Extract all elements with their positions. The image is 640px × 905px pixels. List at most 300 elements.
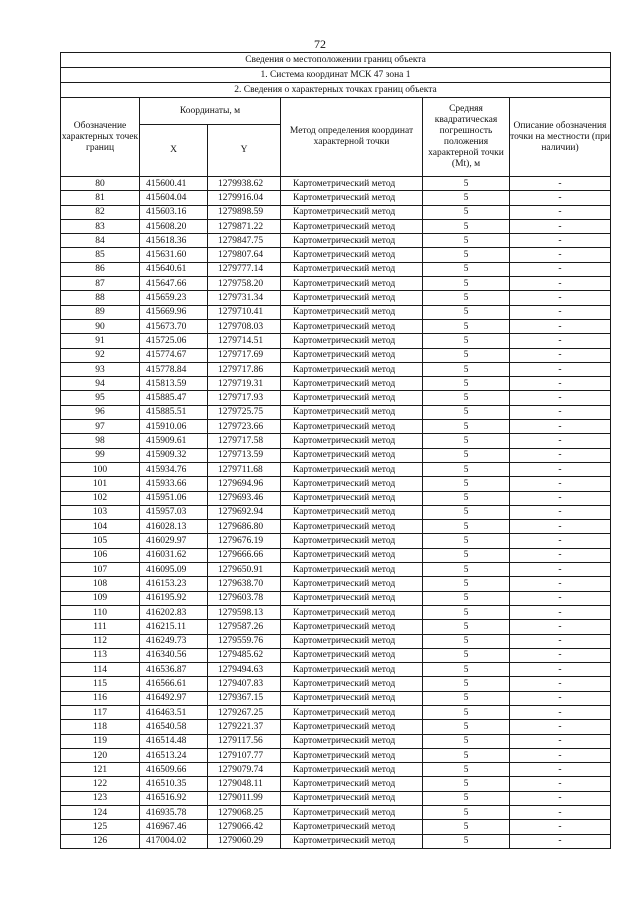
y-coordinate-cell: 1279710.41 [208,305,281,319]
point-number-cell: 94 [61,377,140,391]
table-row [61,734,611,748]
table-row [61,548,611,562]
x-coordinate-cell: 415885.51 [140,405,208,419]
y-coordinate-cell: 1279717.86 [208,362,281,376]
accuracy-cell: 5 [423,520,510,534]
table-row [61,705,611,719]
accuracy-cell: 5 [423,648,510,662]
description-cell: - [510,391,611,405]
point-number-cell: 84 [61,234,140,248]
y-coordinate-cell: 1279117.56 [208,734,281,748]
description-cell: - [510,534,611,548]
method-cell: Картометрический метод [281,205,423,219]
description-cell: - [510,520,611,534]
table-row [61,462,611,476]
description-cell: - [510,548,611,562]
point-number-cell: 106 [61,548,140,562]
accuracy-cell: 5 [423,234,510,248]
y-coordinate-cell: 1279638.70 [208,577,281,591]
description-cell: - [510,291,611,305]
method-cell: Картометрический метод [281,405,423,419]
point-number-cell: 126 [61,834,140,848]
header-x: X [140,125,208,177]
y-coordinate-cell: 1279107.77 [208,748,281,762]
description-cell: - [510,806,611,820]
point-number-cell: 125 [61,820,140,834]
table-body [61,53,611,849]
description-cell: - [510,319,611,333]
x-coordinate-cell: 415669.96 [140,305,208,319]
x-coordinate-cell: 416509.66 [140,763,208,777]
x-coordinate-cell: 415631.60 [140,248,208,262]
x-coordinate-cell: 415640.61 [140,262,208,276]
method-cell: Картометрический метод [281,277,423,291]
x-coordinate-cell: 415933.66 [140,477,208,491]
y-coordinate-cell: 1279650.91 [208,563,281,577]
description-cell: - [510,777,611,791]
x-coordinate-cell: 416967.46 [140,820,208,834]
description-cell: - [510,362,611,376]
point-number-cell: 87 [61,277,140,291]
y-coordinate-cell: 1279714.51 [208,334,281,348]
x-coordinate-cell: 416195.92 [140,591,208,605]
accuracy-cell: 5 [423,605,510,619]
table-row [61,434,611,448]
table-row [61,391,611,405]
description-cell: - [510,405,611,419]
y-coordinate-cell: 1279666.66 [208,548,281,562]
description-cell: - [510,219,611,233]
table-row [61,663,611,677]
y-coordinate-cell: 1279916.04 [208,191,281,205]
point-number-cell: 102 [61,491,140,505]
x-coordinate-cell: 415957.03 [140,505,208,519]
method-cell: Картометрический метод [281,663,423,677]
table-row [61,262,611,276]
method-cell: Картометрический метод [281,434,423,448]
y-coordinate-cell: 1279060.29 [208,834,281,848]
method-cell: Картометрический метод [281,820,423,834]
point-number-cell: 111 [61,620,140,634]
accuracy-cell: 5 [423,348,510,362]
point-number-cell: 80 [61,177,140,191]
header-point: Обозначение характерных точек границ [61,98,140,177]
accuracy-cell: 5 [423,319,510,333]
boundary-points-table [60,52,611,849]
accuracy-cell: 5 [423,448,510,462]
description-cell: - [510,748,611,762]
y-coordinate-cell: 1279719.31 [208,377,281,391]
description-cell: - [510,591,611,605]
accuracy-cell: 5 [423,277,510,291]
accuracy-cell: 5 [423,834,510,848]
point-number-cell: 95 [61,391,140,405]
method-cell: Картометрический метод [281,319,423,333]
description-cell: - [510,262,611,276]
table-row [61,834,611,848]
accuracy-cell: 5 [423,405,510,419]
point-number-cell: 120 [61,748,140,762]
y-coordinate-cell: 1279603.78 [208,591,281,605]
x-coordinate-cell: 417004.02 [140,834,208,848]
accuracy-cell: 5 [423,748,510,762]
x-coordinate-cell: 415813.59 [140,377,208,391]
x-coordinate-cell: 416516.92 [140,791,208,805]
accuracy-cell: 5 [423,806,510,820]
accuracy-cell: 5 [423,791,510,805]
table-row [61,191,611,205]
method-cell: Картометрический метод [281,577,423,591]
y-coordinate-cell: 1279713.59 [208,448,281,462]
y-coordinate-cell: 1279559.76 [208,634,281,648]
table-row [61,448,611,462]
y-coordinate-cell: 1279758.20 [208,277,281,291]
point-number-cell: 119 [61,734,140,748]
y-coordinate-cell: 1279598.13 [208,605,281,619]
banner-row [61,53,611,68]
x-coordinate-cell: 416031.62 [140,548,208,562]
table-row [61,691,611,705]
y-coordinate-cell: 1279407.83 [208,677,281,691]
table-row [61,720,611,734]
method-cell: Картометрический метод [281,563,423,577]
method-cell: Картометрический метод [281,334,423,348]
y-coordinate-cell: 1279708.03 [208,319,281,333]
method-cell: Картометрический метод [281,491,423,505]
accuracy-cell: 5 [423,591,510,605]
x-coordinate-cell: 416566.61 [140,677,208,691]
accuracy-cell: 5 [423,205,510,219]
accuracy-cell: 5 [423,705,510,719]
table-row [61,777,611,791]
point-number-cell: 105 [61,534,140,548]
table-row [61,505,611,519]
table-row [61,334,611,348]
table-row [61,677,611,691]
table-row [61,520,611,534]
header-coordinates: Координаты, м [140,98,281,125]
table-row [61,634,611,648]
accuracy-cell: 5 [423,248,510,262]
y-coordinate-cell: 1279587.26 [208,620,281,634]
method-cell: Картометрический метод [281,234,423,248]
x-coordinate-cell: 416202.83 [140,605,208,619]
x-coordinate-cell: 416935.78 [140,806,208,820]
description-cell: - [510,677,611,691]
accuracy-cell: 5 [423,219,510,233]
point-number-cell: 117 [61,705,140,719]
method-cell: Картометрический метод [281,305,423,319]
x-coordinate-cell: 416540.58 [140,720,208,734]
description-cell: - [510,620,611,634]
point-number-cell: 92 [61,348,140,362]
y-coordinate-cell: 1279711.68 [208,462,281,476]
table-row [61,577,611,591]
description-cell: - [510,763,611,777]
description-cell: - [510,720,611,734]
y-coordinate-cell: 1279807.64 [208,248,281,262]
description-cell: - [510,191,611,205]
table-row [61,620,611,634]
x-coordinate-cell: 415608.20 [140,219,208,233]
table-row [61,420,611,434]
x-coordinate-cell: 415910.06 [140,420,208,434]
description-cell: - [510,663,611,677]
accuracy-cell: 5 [423,305,510,319]
banner-row [61,83,611,98]
table-row [61,319,611,333]
method-cell: Картометрический метод [281,448,423,462]
description-cell: - [510,462,611,476]
method-cell: Картометрический метод [281,806,423,820]
accuracy-cell: 5 [423,334,510,348]
x-coordinate-cell: 415774.67 [140,348,208,362]
point-number-cell: 96 [61,405,140,419]
table-row [61,791,611,805]
y-coordinate-cell: 1279717.69 [208,348,281,362]
method-cell: Картометрический метод [281,534,423,548]
description-cell: - [510,234,611,248]
point-number-cell: 109 [61,591,140,605]
point-number-cell: 101 [61,477,140,491]
accuracy-cell: 5 [423,434,510,448]
description-cell: - [510,334,611,348]
description-cell: - [510,205,611,219]
y-coordinate-cell: 1279367.15 [208,691,281,705]
table-row [61,219,611,233]
accuracy-cell: 5 [423,262,510,276]
accuracy-cell: 5 [423,362,510,376]
y-coordinate-cell: 1279692.94 [208,505,281,519]
y-coordinate-cell: 1279777.14 [208,262,281,276]
description-cell: - [510,477,611,491]
method-cell: Картометрический метод [281,420,423,434]
point-number-cell: 104 [61,520,140,534]
point-number-cell: 107 [61,563,140,577]
point-number-cell: 112 [61,634,140,648]
method-cell: Картометрический метод [281,391,423,405]
table-row [61,362,611,376]
coordinate-system-title: 1. Система координат МСК 47 зона 1 [61,68,611,83]
y-coordinate-cell: 1279676.19 [208,534,281,548]
method-cell: Картометрический метод [281,634,423,648]
table-row [61,491,611,505]
accuracy-cell: 5 [423,763,510,777]
method-cell: Картометрический метод [281,705,423,719]
y-coordinate-cell: 1279725.75 [208,405,281,419]
x-coordinate-cell: 415951.06 [140,491,208,505]
point-number-cell: 89 [61,305,140,319]
header-row [61,98,611,125]
x-coordinate-cell: 415600.41 [140,177,208,191]
point-number-cell: 83 [61,219,140,233]
method-cell: Картометрический метод [281,691,423,705]
method-cell: Картометрический метод [281,291,423,305]
description-cell: - [510,834,611,848]
x-coordinate-cell: 415673.70 [140,319,208,333]
x-coordinate-cell: 416215.11 [140,620,208,634]
description-cell: - [510,791,611,805]
description-cell: - [510,348,611,362]
method-cell: Картометрический метод [281,348,423,362]
description-cell: - [510,705,611,719]
x-coordinate-cell: 415934.76 [140,462,208,476]
method-cell: Картометрический метод [281,748,423,762]
y-coordinate-cell: 1279048.11 [208,777,281,791]
table-row [61,348,611,362]
description-cell: - [510,491,611,505]
method-cell: Картометрический метод [281,177,423,191]
description-cell: - [510,248,611,262]
point-number-cell: 86 [61,262,140,276]
method-cell: Картометрический метод [281,734,423,748]
page-number: 72 [314,37,326,51]
y-coordinate-cell: 1279717.93 [208,391,281,405]
table-row [61,591,611,605]
point-number-cell: 99 [61,448,140,462]
y-coordinate-cell: 1279686.80 [208,520,281,534]
method-cell: Картометрический метод [281,362,423,376]
table-row [61,820,611,834]
method-cell: Картометрический метод [281,548,423,562]
description-cell: - [510,563,611,577]
point-number-cell: 82 [61,205,140,219]
accuracy-cell: 5 [423,563,510,577]
y-coordinate-cell: 1279485.62 [208,648,281,662]
method-cell: Картометрический метод [281,377,423,391]
accuracy-cell: 5 [423,534,510,548]
accuracy-cell: 5 [423,691,510,705]
method-cell: Картометрический метод [281,648,423,662]
description-cell: - [510,820,611,834]
point-number-cell: 110 [61,605,140,619]
table-row [61,248,611,262]
accuracy-cell: 5 [423,462,510,476]
y-coordinate-cell: 1279011.99 [208,791,281,805]
y-coordinate-cell: 1279494.63 [208,663,281,677]
table-row [61,177,611,191]
description-cell: - [510,177,611,191]
x-coordinate-cell: 416492.97 [140,691,208,705]
table-row [61,748,611,762]
description-cell: - [510,734,611,748]
header-accuracy: Средняя квадратическая погрешность положения характерной точки (Mt), м [423,98,510,177]
y-coordinate-cell: 1279694.96 [208,477,281,491]
point-number-cell: 81 [61,191,140,205]
point-number-cell: 121 [61,763,140,777]
table-row [61,806,611,820]
description-cell: - [510,634,611,648]
description-cell: - [510,505,611,519]
point-number-cell: 115 [61,677,140,691]
x-coordinate-cell: 415618.36 [140,234,208,248]
y-coordinate-cell: 1279847.75 [208,234,281,248]
point-number-cell: 113 [61,648,140,662]
point-number-cell: 124 [61,806,140,820]
accuracy-cell: 5 [423,548,510,562]
accuracy-cell: 5 [423,620,510,634]
accuracy-cell: 5 [423,820,510,834]
description-cell: - [510,377,611,391]
method-cell: Картометрический метод [281,605,423,619]
x-coordinate-cell: 416028.13 [140,520,208,534]
method-cell: Картометрический метод [281,219,423,233]
description-cell: - [510,605,611,619]
accuracy-cell: 5 [423,777,510,791]
point-number-cell: 123 [61,791,140,805]
x-coordinate-cell: 415909.32 [140,448,208,462]
header-description: Описание обозначения точки на местности (при наличии) [510,98,611,177]
method-cell: Картометрический метод [281,763,423,777]
accuracy-cell: 5 [423,420,510,434]
accuracy-cell: 5 [423,634,510,648]
method-cell: Картометрический метод [281,505,423,519]
table-row [61,205,611,219]
x-coordinate-cell: 416340.56 [140,648,208,662]
x-coordinate-cell: 415725.06 [140,334,208,348]
method-cell: Картометрический метод [281,477,423,491]
accuracy-cell: 5 [423,377,510,391]
description-cell: - [510,277,611,291]
description-cell: - [510,448,611,462]
accuracy-cell: 5 [423,191,510,205]
description-cell: - [510,305,611,319]
table-row [61,305,611,319]
x-coordinate-cell: 416536.87 [140,663,208,677]
method-cell: Картометрический метод [281,462,423,476]
method-cell: Картометрический метод [281,620,423,634]
accuracy-cell: 5 [423,491,510,505]
y-coordinate-cell: 1279221.37 [208,720,281,734]
method-cell: Картометрический метод [281,520,423,534]
x-coordinate-cell: 416513.24 [140,748,208,762]
point-number-cell: 91 [61,334,140,348]
accuracy-cell: 5 [423,477,510,491]
header-y: Y [208,125,281,177]
x-coordinate-cell: 416510.35 [140,777,208,791]
table-row [61,405,611,419]
x-coordinate-cell: 416153.23 [140,577,208,591]
method-cell: Картометрический метод [281,720,423,734]
y-coordinate-cell: 1279731.34 [208,291,281,305]
description-cell: - [510,691,611,705]
x-coordinate-cell: 416029.97 [140,534,208,548]
point-number-cell: 85 [61,248,140,262]
x-coordinate-cell: 416249.73 [140,634,208,648]
x-coordinate-cell: 415885.47 [140,391,208,405]
table-row [61,234,611,248]
point-number-cell: 93 [61,362,140,376]
y-coordinate-cell: 1279723.66 [208,420,281,434]
accuracy-cell: 5 [423,577,510,591]
table-row [61,277,611,291]
description-cell: - [510,420,611,434]
x-coordinate-cell: 415659.23 [140,291,208,305]
method-cell: Картометрический метод [281,248,423,262]
point-number-cell: 122 [61,777,140,791]
point-number-cell: 97 [61,420,140,434]
table-row [61,605,611,619]
point-number-cell: 103 [61,505,140,519]
table-row [61,648,611,662]
x-coordinate-cell: 415603.16 [140,205,208,219]
point-number-cell: 90 [61,319,140,333]
table-row [61,377,611,391]
y-coordinate-cell: 1279066.42 [208,820,281,834]
table-row [61,477,611,491]
x-coordinate-cell: 415778.84 [140,362,208,376]
accuracy-cell: 5 [423,734,510,748]
